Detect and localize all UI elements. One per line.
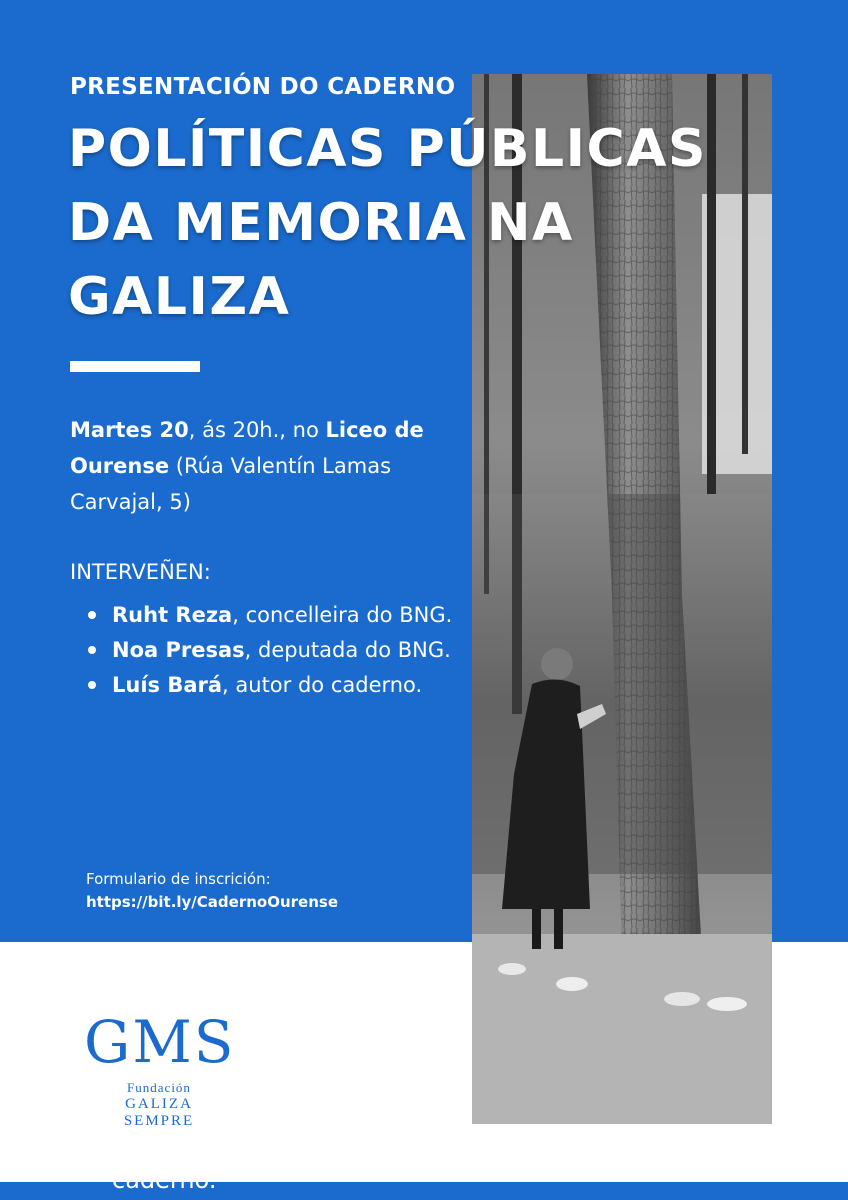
speakers-heading: INTERVEÑEN: (70, 560, 211, 584)
logo-line-sempre: SEMPRE (123, 1113, 195, 1129)
speaker-name: Noa Presas (112, 638, 245, 662)
title-divider (70, 361, 200, 372)
list-item (70, 598, 460, 633)
registration-link[interactable]: https://bit.ly/CadernoOurense (86, 893, 338, 911)
list-item (70, 633, 460, 668)
event-venue: Liceo de Ourense (70, 418, 424, 478)
logo-line-galiza: GALIZA (125, 1096, 193, 1112)
speaker-role: , autor do caderno. (222, 673, 423, 697)
speaker-role: , deputada do BNG. (244, 638, 451, 662)
event-time: , ás 20h., no (188, 418, 326, 442)
bottom-blue-strip (0, 1166, 848, 1200)
event-address: (Rúa Valentín Lamas Carvajal, 5) (70, 454, 392, 514)
registration-label: Formulario de inscrición: (86, 870, 271, 888)
logo-line-fundacion: Fundación (127, 1080, 191, 1095)
speaker-name: Luís Bará (112, 673, 223, 697)
fundacion-galiza-sempre-logo (84, 1008, 244, 1128)
speaker-role: , concelleira do BNG. (232, 603, 453, 627)
event-title: POLÍTICAS PÚBLICAS DA MEMORIA NA GALIZA (68, 119, 707, 327)
logo-mark: GMS (84, 1008, 236, 1076)
speakers-list (70, 598, 460, 703)
list-item (70, 668, 460, 703)
event-details (70, 412, 460, 520)
event-subtitle: PRESENTACIÓN DO CADERNO (70, 74, 456, 100)
bottom-strip-text: caderno. (112, 1166, 217, 1194)
event-date: Martes 20 (70, 418, 189, 442)
speaker-name: Ruht Reza (112, 603, 233, 627)
